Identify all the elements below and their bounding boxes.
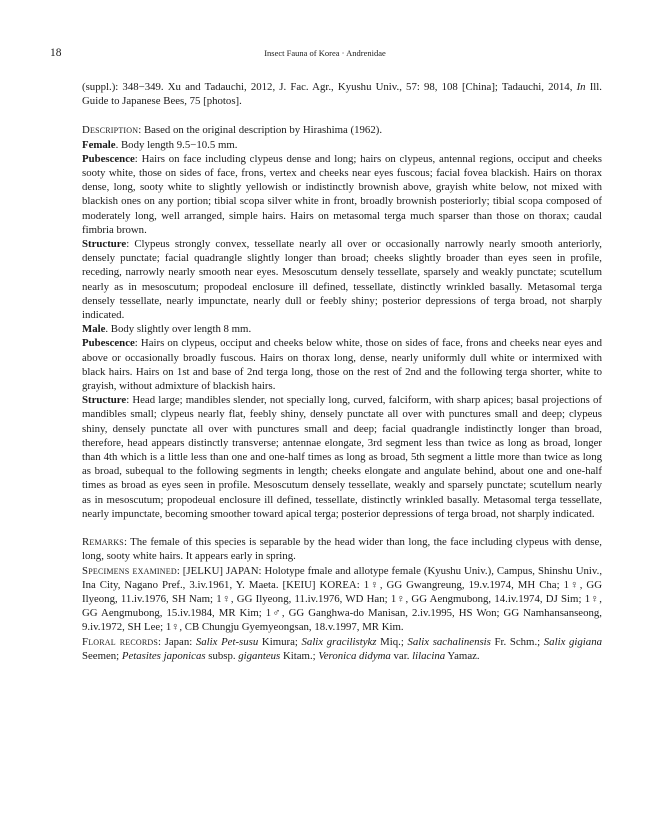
page-header <box>50 47 600 61</box>
male-structure-paragraph: Structure: Head large; mandibles slender, not specially long, curved, falciform, with sharp apices; basal projections of mandibles small; clypeus nearly flat, feebly shiny, densely punctate all over with punctures small and deep; clypeus shiny, densely punctate all over with punctures small and deep; facial quadrangle indistinctly longer than broad, therefore, head appears distinctly transverse; antennae elongate, 3rd segment less than twice as long as broad, longer than 4th which is a little less than one and one-half times as long as broad, 5th segment a little more than twice as long as broad, subequal to the following segments in length; cheeks elongate and angulate behind, about one and one-half times as broad as eyes seen in profile. Mesoscutum densely tessellate, weakly and sparsely punctate; scutellum nearly as in mesoscutum; propodeual enclosure ill defined, tessellate, distinctly wrinkled basally. Metasomal terga tessellate, nearly impunctate, becoming smoother toward apical terga; posterior depressions of terga broad, not sharply indicated. <box>82 394 602 520</box>
floral-records-paragraph: Floral records: Japan: Salix Pet-susu Kimura; Salix gracilistykz Miq.; Salix sachalinensis Fr. Schm.; Salix gigiana Seemen; Petasites japonicas subsp. giganteus Kitam.; Veronica didyma var. lilacina Yamaz. <box>82 635 602 662</box>
references-text: (suppl.): 348−349. Xu and Tadauchi, 2012, J. Fac. Agr., Kyushu Univ., 57: 98, 108 [China]; Tadauchi, 2014, In Ill. Guide to Japanese Bees, 75 [photos]. <box>82 81 602 108</box>
running-head: Insect Fauna of Korea · Andrenidae <box>264 48 386 58</box>
female-pubescence-paragraph: Pubescence: Hairs on face including clypeus dense and long; hairs on clypeus, antennal regions, occiput and cheeks sooty white, those on sides of face, frons, vertex and cheeks near eyes fuscous; facial fovea blackish. Hairs on thorax dense, long, sooty white to slightly yellowish or indistinctly brownish above, grayish white below, not mixed with blackish ones on any portion; tibial scopa silver white in front, broadly brownish posteriorly; tibial scopa composed of moderately long, well arranged, simple hairs. Hairs on metasomal terga much sparser than those on thorax; caudal fimbria brown. <box>82 152 602 236</box>
male-pubescence-paragraph: Pubescence: Hairs on clypeus, occiput and cheeks below white, those on sides of face, frons and cheeks near eyes and above or occasionally broadly fuscous. Hairs on thorax long, dense, nearly uniformly dull white or intermixed with black hairs. Hairs on 1st and base of 2nd terga long, those on the rest of 2nd and the following terga shorter, white to grayish, without admixture of blackish hairs. <box>82 337 602 393</box>
male-pubescence-label: Pubescence <box>82 337 135 350</box>
female-structure-label: Structure <box>82 238 127 251</box>
floral-records-part: Japan: <box>164 635 196 648</box>
floral-species-name: Petasites japonicas <box>121 649 206 662</box>
female-pubescence-label: Pubescence <box>82 152 135 165</box>
male-paragraph: Male. Body slightly over length 8 mm. <box>82 323 252 336</box>
description-label: Description <box>82 124 139 137</box>
floral-records-part: subsp. <box>205 649 239 662</box>
floral-records-part: Yamaz. <box>445 649 480 662</box>
male-text: Body slightly over length 8 mm. <box>110 323 252 336</box>
male-label: Male <box>82 323 106 336</box>
floral-records-part: Seemen; <box>82 649 122 662</box>
specimens-paragraph: Specimens examined: [JELKU] JAPAN: Holotype fmale and allotype female (Kyushu Univ.), Campus, Shinshu Univ., Ina City, Nagano Pref., 3.iv.1961, Y. Maeta. [KEIU] KOREA: 1♀, GG Gwangreung, 19.v.1974, MH Cha; 1♀, GG Ilyeong, 11.iv.1976, SH Nam; 1♀, GG Ilyeong, 11.iv.1976, WD Han; 1♀, GG Aengmubong, 14.iv.1974, DJ Sim; 1♀, GG Aengmubong, 15.iv.1984, MR Kim; 1♂, GG Ganghwa-do Manisan, 2.iv.1995, HS Won; GG Namhansanseong, 9.iv.1972, SH Lee; 1♀, CB Chungju Gyemyeongsan, 18.v.1997, MR Kim. <box>82 564 603 634</box>
female-label: Female <box>82 138 116 151</box>
page-number: 18 <box>50 47 62 59</box>
female-structure-paragraph: Structure: Clypeus strongly convex, tessellate nearly all over or occasionally narrowly nearly smooth anteriorly, densely punctate; facial quadrangle slightly longer than broad; cheeks slightly broader than eyes seen in profile, receding, narrowly nearly smooth near eyes. Mesoscutum densely tessellate, sparsely and weakly punctate; scutellum nearly as in mesoscutum; propodeal enclosure ill defined, tessellate, distinctly wrinkled basally. Metasomal terga densely tessellate, nearly impunctate, nearly dull or feebly shiny; posterior depressions of terga broad, not sharply indicated. <box>82 238 602 322</box>
floral-records-part: Kitam.; <box>280 649 319 662</box>
specimens-label: Specimens examined <box>82 564 177 577</box>
female-pubescence-text: Hairs on face including clypeus dense and long; hairs on clypeus, antennal regions, occiput and cheeks sooty white, those on sides of face, frons, vertex and cheeks near eyes fuscous; facial fovea blackish. Hairs on thorax dense, long, sooty white to slightly yellowish or indistinctly brownish above, grayish white below, not mixed with blackish ones on any portion; tibial scopa silver white in front, broadly brownish posteriorly; tibial scopa composed of moderately long, well arranged, simple hairs. Hairs on metasomal terga much sparser than those on thorax; caudal fimbria brown. <box>82 152 602 236</box>
floral-records-part: Fr. Schm.; <box>490 635 544 648</box>
remarks-paragraph: Remarks: The female of this species is separable by the head wider than long, the face including clypeus with dense, long, sooty white hairs. It appears early in spring. <box>82 536 602 563</box>
floral-species-name: Veronica didyma <box>318 649 391 662</box>
floral-records-label: Floral records <box>82 635 158 648</box>
female-text: Body length 9.5−10.5 mm. <box>120 138 238 151</box>
male-structure-label: Structure <box>82 394 127 407</box>
floral-records-part: var. <box>390 649 413 662</box>
floral-records-part: Kimura; <box>258 635 302 648</box>
male-pubescence-text: Hairs on clypeus, occiput and cheeks below white, those on sides of face, frons and cheeks near eyes and above or occasionally broadly fuscous. Hairs on thorax long, dense, nearly uniformly dull white or intermixed with black hairs. Hairs on 1st and base of 2nd terga long, those on the rest of 2nd and the following terga shorter, white to grayish, without admixture of blackish hairs. <box>82 337 602 393</box>
floral-species-name: Salix Pet-susu <box>195 635 259 648</box>
remarks-text: The female of this species is separable by the head wider than long, the face including clypeus with dense, long, sooty white hairs. It appears early in spring. <box>82 536 602 563</box>
description-text: Based on the original description by Hirashima (1962). <box>143 124 383 137</box>
description-paragraph: Description: Based on the original description by Hirashima (1962). <box>82 124 383 137</box>
male-structure-text: Head large; mandibles slender, not specially long, curved, falciform, with sharp apices; basal projections of mandibles small; clypeus nearly flat, feebly shiny, densely punctate all over with punctures small and deep; clypeus shiny, densely punctate all over with punctures small and deep; facial quadrangle indistinctly longer than broad, therefore, head appears distinctly transverse; antennae elongate, 3rd segment less than twice as long as broad, longer than 4th which is a little less than one and one-half times as long as broad, 5th segment a little more than twice as long as broad, subequal to the following segments in length; cheeks elongate and angulate behind, about one and one-half times as broad as eyes seen in profile. Mesoscutum densely tessellate, weakly and sparsely punctate; scutellum nearly as in mesoscutum; propodeual enclosure ill defined, tessellate, distinctly wrinkled basally. Metasomal terga tessellate, nearly impunctate, becoming smoother toward apical terga; posterior depressions of terga broad, not sharply indicated. <box>82 394 602 520</box>
references-continued <box>82 80 602 108</box>
floral-records-part: Miq.; <box>376 635 408 648</box>
female-structure-text: Clypeus strongly convex, tessellate nearly all over or occasionally narrowly nearly smooth anteriorly, densely punctate; facial quadrangle slightly longer than broad; cheeks slightly broader than eyes seen in profile, receding, narrowly nearly smooth near eyes. Mesoscutum densely tessellate, sparsely and weakly punctate; scutellum nearly as in mesoscutum; propodeal enclosure ill defined, tessellate, distinctly wrinkled basally. Metasomal terga densely tessellate, nearly impunctate, nearly dull or feebly shiny; posterior depressions of terga broad, not sharply indicated. <box>82 238 602 322</box>
floral-species-name: giganteus <box>238 649 281 662</box>
female-paragraph: Female. Body length 9.5−10.5 mm. <box>82 138 238 151</box>
floral-species-name: Salix sachalinensis <box>407 635 491 648</box>
remarks-label: Remarks <box>82 536 124 549</box>
main-text <box>82 80 602 663</box>
specimens-text: [JELKU] JAPAN: Holotype fmale and allotype female (Kyushu Univ.), Campus, Shinshu Univ., Ina City, Nagano Pref., 3.iv.1961, Y. Maeta. [KEIU] KOREA: 1♀, GG Gwangreung, 19.v.1974, MH Cha; 1♀, GG Ilyeong, 11.iv.1976, SH Nam; 1♀, GG Ilyeong, 11.iv.1976, WD Han; 1♀, GG Aengmubong, 14.iv.1974, DJ Sim; 1♀, GG Aengmubong, 15.iv.1984, MR Kim; 1♂, GG Ganghwa-do Manisan, 2.iv.1995, HS Won; GG Namhansanseong, 9.iv.1972, SH Lee; 1♀, CB Chungju Gyemyeongsan, 18.v.1997, MR Kim. <box>82 564 603 634</box>
floral-species-name: lilacina <box>412 649 446 662</box>
floral-species-name: Salix gracilistykz <box>301 635 377 648</box>
floral-species-name: Salix gigiana <box>543 635 602 648</box>
references-italic: In <box>576 81 586 93</box>
